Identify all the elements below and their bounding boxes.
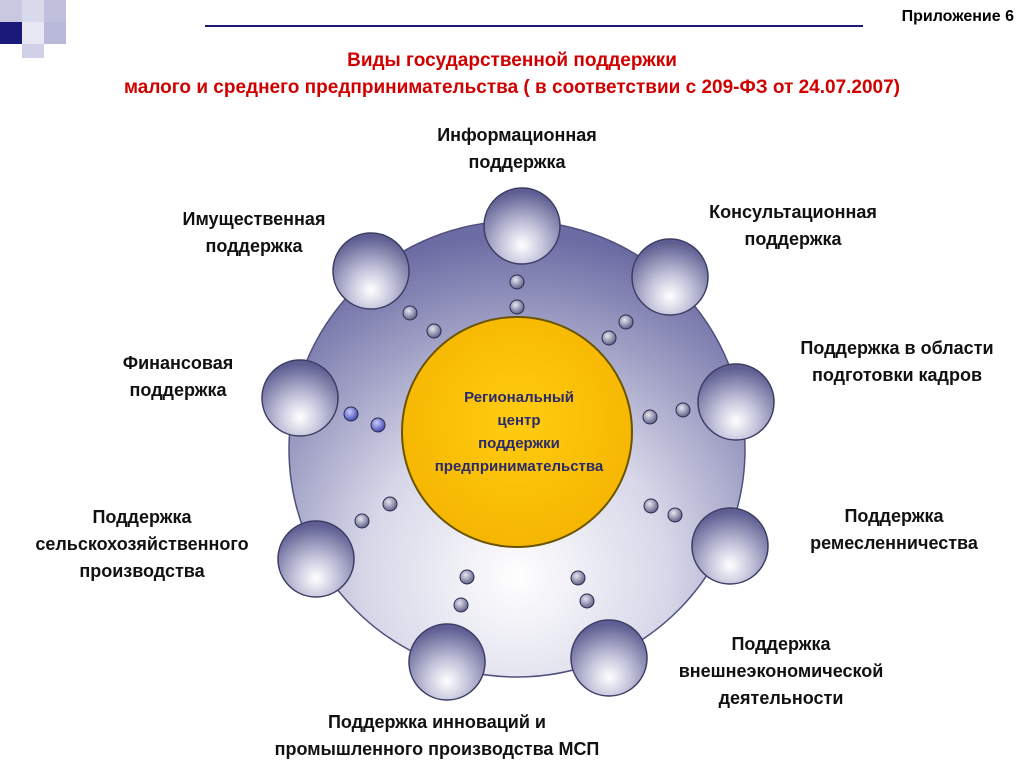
label-line: поддержка	[468, 152, 566, 172]
center-label-line: предпринимательства	[434, 458, 604, 475]
label-foreign-trade	[646, 631, 916, 712]
label-line: промышленного производства МСП	[274, 739, 600, 759]
connector-dot	[571, 571, 585, 585]
label-line: Поддержка	[844, 506, 944, 526]
label-line: поддержка	[129, 380, 227, 400]
sphere-training	[698, 364, 774, 440]
label-line: Поддержка	[731, 634, 831, 654]
appendix-label: Приложение 6	[901, 8, 1014, 25]
label-line: поддержка	[744, 229, 842, 249]
connector-dot	[580, 594, 594, 608]
label-innovation	[222, 709, 652, 763]
connector-dot	[344, 407, 358, 421]
connector-dot	[403, 306, 417, 320]
label-line: Информационная	[437, 125, 597, 145]
sphere-agriculture	[278, 521, 354, 597]
page-title-line-1: Виды государственной поддержки	[347, 50, 677, 71]
sphere-info	[484, 188, 560, 264]
label-line: внешнеэкономической	[678, 661, 884, 681]
label-line: Поддержка в области	[800, 338, 994, 358]
connector-dot	[644, 499, 658, 513]
label-line: Финансовая	[122, 353, 234, 373]
connector-dot	[668, 508, 682, 522]
label-line: ремесленничества	[810, 533, 978, 553]
connector-dot	[355, 514, 369, 528]
sphere-innovation	[409, 624, 485, 700]
connector-dot	[454, 598, 468, 612]
label-line: подготовки кадров	[811, 365, 983, 385]
label-training	[770, 335, 1024, 389]
center-label-line: центр	[497, 412, 541, 429]
connector-dot	[510, 275, 524, 289]
sphere-crafts	[692, 508, 768, 584]
connector-dot	[676, 403, 690, 417]
label-line: сельскохозяйственного	[35, 534, 249, 554]
label-line: Поддержка	[92, 507, 192, 527]
label-agriculture	[2, 504, 282, 585]
label-line: поддержка	[205, 236, 303, 256]
center-label-line: Региональный	[464, 389, 574, 406]
connector-dot	[643, 410, 657, 424]
connector-dot	[460, 570, 474, 584]
label-financial	[88, 350, 268, 404]
connector-dot	[383, 497, 397, 511]
label-info	[397, 122, 637, 176]
label-consult	[663, 199, 923, 253]
label-line: Имущественная	[182, 209, 326, 229]
label-property	[148, 206, 360, 260]
label-crafts	[776, 503, 1012, 557]
label-line: деятельности	[718, 688, 844, 708]
connector-dot	[371, 418, 385, 432]
connector-dot	[619, 315, 633, 329]
center-label	[405, 386, 633, 478]
label-line: Поддержка инноваций и	[327, 712, 546, 732]
center-label-line: поддержки	[478, 435, 560, 452]
connector-dot	[427, 324, 441, 338]
page-title-line-2: малого и среднего предпринимательства ( в соответствии с 209-ФЗ от 24.07.2007)	[123, 77, 901, 98]
label-line: Консультационная	[709, 202, 877, 222]
sphere-foreign-trade	[571, 620, 647, 696]
connector-dot	[602, 331, 616, 345]
sphere-financial	[262, 360, 338, 436]
connector-dot	[510, 300, 524, 314]
label-line: производства	[79, 561, 205, 581]
